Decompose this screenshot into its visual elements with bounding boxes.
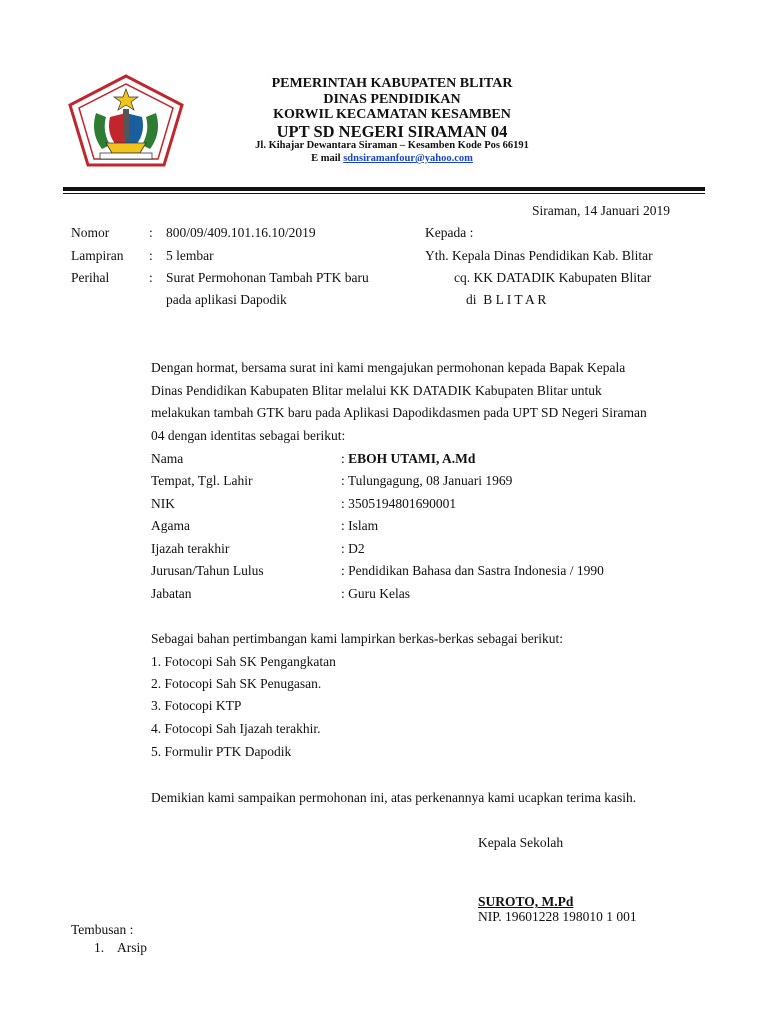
header-divider-thin bbox=[63, 193, 705, 194]
perihal-colon: : bbox=[149, 270, 153, 285]
perihal-value-line2: pada aplikasi Dapodik bbox=[166, 292, 287, 307]
perihal-value-line1: Surat Permohonan Tambah PTK baru bbox=[166, 270, 369, 285]
identity-value-jurusan: : Pendidikan Bahasa dan Sastra Indonesia / 1990 bbox=[341, 563, 604, 578]
attachment-item: 5. Formulir PTK Dapodik bbox=[151, 744, 292, 759]
identity-label-birth: Tempat, Tgl. Lahir bbox=[151, 473, 253, 488]
identity-value-agama: : Islam bbox=[341, 518, 379, 533]
header-school-name: UPT SD NEGERI SIRAMAN 04 bbox=[276, 122, 508, 141]
attachments-intro: Sebagai bahan pertimbangan kami lampirkan berkas-berkas sebagai berikut: bbox=[151, 631, 563, 646]
recipient-line2: cq. KK DATADIK Kabupaten Blitar bbox=[454, 270, 652, 285]
identity-value-jabatan: : Guru Kelas bbox=[341, 586, 410, 601]
attachment-item: 3. Fotocopi KTP bbox=[151, 698, 242, 713]
header-divider-thick bbox=[63, 187, 705, 191]
opening-line2: Dinas Pendidikan Kabupaten Blitar melalui KK DATADIK Kabupaten Blitar untuk bbox=[151, 383, 602, 398]
header-email-line bbox=[230, 153, 554, 164]
letter-date: Siraman, 14 Januari 2019 bbox=[532, 203, 670, 218]
nomor-value: 800/09/409.101.16.10/2019 bbox=[166, 225, 316, 240]
attachment-item: 1. Fotocopi Sah SK Pengangkatan bbox=[151, 654, 336, 669]
recipient-kepada: Kepada : bbox=[425, 225, 474, 240]
header-government: PEMERINTAH KABUPATEN BLITAR bbox=[271, 76, 513, 91]
header-district: KORWIL KECAMATAN KESAMBEN bbox=[273, 107, 511, 122]
lampiran-colon: : bbox=[149, 248, 153, 263]
identity-value-birth: : Tulungagung, 08 Januari 1969 bbox=[341, 473, 513, 488]
tembusan-item-text: Arsip bbox=[117, 940, 147, 955]
lampiran-value: 5 lembar bbox=[166, 248, 214, 263]
identity-label-jabatan: Jabatan bbox=[151, 586, 192, 601]
recipient-line1: Yth. Kepala Dinas Pendidikan Kab. Blitar bbox=[425, 248, 653, 263]
perihal-label: Perihal bbox=[71, 270, 110, 285]
nomor-label: Nomor bbox=[71, 225, 110, 240]
signature-title: Kepala Sekolah bbox=[478, 835, 564, 850]
nomor-colon: : bbox=[149, 225, 153, 240]
identity-label-agama: Agama bbox=[151, 518, 190, 533]
identity-value-nik: : 3505194801690001 bbox=[341, 496, 457, 511]
attachment-item: 4. Fotocopi Sah Ijazah terakhir. bbox=[151, 721, 321, 736]
header-department: DINAS PENDIDIKAN bbox=[323, 92, 461, 107]
lampiran-label: Lampiran bbox=[71, 248, 124, 263]
identity-label-nik: NIK bbox=[151, 496, 175, 511]
signature-name: SUROTO, M.Pd bbox=[478, 894, 574, 909]
opening-line3: melakukan tambah GTK baru pada Aplikasi Dapodikdasmen pada UPT SD Negeri Siraman bbox=[151, 405, 647, 420]
email-link[interactable]: sdnsiramanfour@yahoo.com bbox=[343, 153, 473, 164]
tembusan-label: Tembusan : bbox=[71, 922, 134, 937]
email-label: E mail bbox=[311, 153, 341, 164]
regency-logo bbox=[66, 73, 186, 169]
opening-line4: 04 dengan identitas sebagai berikut: bbox=[151, 428, 346, 443]
identity-label-jurusan: Jurusan/Tahun Lulus bbox=[151, 563, 264, 578]
closing-statement: Demikian kami sampaikan permohonan ini, atas perkenannya kami ucapkan terima kasih. bbox=[151, 790, 637, 805]
opening-line1: Dengan hormat, bersama surat ini kami mengajukan permohonan kepada Bapak Kepala bbox=[151, 360, 626, 375]
signature-nip: NIP. 19601228 198010 1 001 bbox=[478, 909, 637, 924]
attachment-item: 2. Fotocopi Sah SK Penugasan. bbox=[151, 676, 322, 691]
identity-value-nama: : EBOH UTAMI, A.Md bbox=[341, 451, 476, 466]
identity-label-ijazah: Ijazah terakhir bbox=[151, 541, 230, 556]
tembusan-item-number: 1. bbox=[94, 940, 105, 955]
header-address: Jl. Kihajar Dewantara Siraman – Kesamben Kode Pos 66191 bbox=[255, 140, 529, 151]
identity-value-ijazah: : D2 bbox=[341, 541, 365, 556]
recipient-line3: di B L I T A R bbox=[466, 292, 547, 307]
identity-label-nama: Nama bbox=[151, 451, 184, 466]
